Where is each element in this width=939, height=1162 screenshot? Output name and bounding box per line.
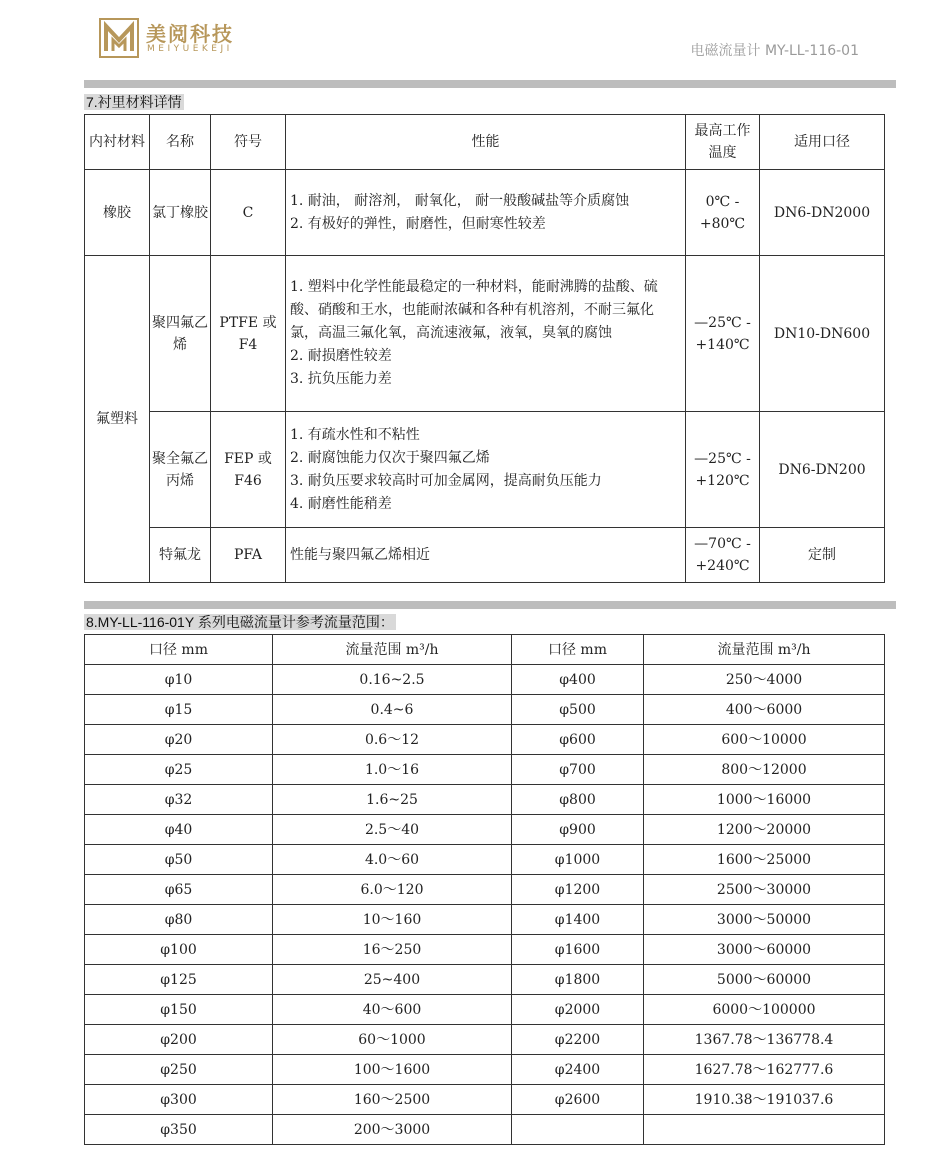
name-cell: 氯丁橡胶 — [150, 170, 211, 256]
performance-cell: 性能与聚四氟乙烯相近 — [286, 528, 686, 583]
flow-range-cell: 0.4~6 — [273, 695, 512, 725]
flow-range-cell: 160～2500 — [273, 1085, 512, 1115]
brand-name-en: MEIYUEKEJI — [147, 44, 233, 54]
col-header-size: 口径 mm — [85, 635, 273, 665]
size-cell: φ600 — [512, 725, 644, 755]
flow-range-cell: 200～3000 — [273, 1115, 512, 1145]
size-cell: φ65 — [85, 875, 273, 905]
brand-logo-icon — [99, 18, 139, 58]
flow-range-cell: 60～1000 — [273, 1025, 512, 1055]
performance-line: 2. 耐腐蚀能力仅次于聚四氟乙烯 — [290, 449, 490, 466]
flow-range-cell: 1.0～16 — [273, 755, 512, 785]
flow-range-cell: 25~400 — [273, 965, 512, 995]
name-cell: 聚四氟乙烯 — [150, 256, 211, 412]
flow-range-cell: 5000～60000 — [644, 965, 885, 995]
size-cell: φ2000 — [512, 995, 644, 1025]
lining-material-table — [84, 114, 885, 583]
col-header-performance: 性能 — [286, 115, 686, 170]
flow-range-cell: 1627.78～162777.6 — [644, 1055, 885, 1085]
table-row — [85, 725, 885, 755]
flow-range-cell: 40～600 — [273, 995, 512, 1025]
size-cell: φ200 — [85, 1025, 273, 1055]
table-row — [85, 905, 885, 935]
size-cell: φ250 — [85, 1055, 273, 1085]
performance-line: 1. 耐油， 耐溶剂， 耐氧化， 耐一般酸碱盐等介质腐蚀 — [290, 192, 630, 209]
table-row — [85, 815, 885, 845]
table-header-row — [85, 635, 885, 665]
size-cell: φ150 — [85, 995, 273, 1025]
performance-line: 1. 有疏水性和不粘性 — [290, 426, 420, 443]
performance-line: 4. 耐磨性能稍差 — [290, 495, 392, 512]
size-cell: 定制 — [760, 528, 885, 583]
col-header-max-temp: 最高工作温度 — [686, 115, 760, 170]
size-cell: φ300 — [85, 1085, 273, 1115]
flow-range-cell: 1600～25000 — [644, 845, 885, 875]
document-title: 电磁流量计 MY-LL-116-01 — [690, 43, 859, 59]
col-header-range: 流量范围 m³/h — [273, 635, 512, 665]
flow-range-cell: 16～250 — [273, 935, 512, 965]
table-row — [85, 995, 885, 1025]
size-cell: φ2200 — [512, 1025, 644, 1055]
flow-range-cell: 1200～20000 — [644, 815, 885, 845]
temp-cell: 0℃ - +80℃ — [686, 170, 760, 256]
size-cell — [512, 1115, 644, 1145]
flow-range-cell: 600～10000 — [644, 725, 885, 755]
flow-range-cell: 4.0～60 — [273, 845, 512, 875]
table-row — [85, 1085, 885, 1115]
flow-range-cell: 1910.38～191037.6 — [644, 1085, 885, 1115]
table-row — [85, 170, 885, 256]
flow-range-cell: 100～1600 — [273, 1055, 512, 1085]
table-row — [85, 1115, 885, 1145]
performance-line: 2. 耐损磨性较差 — [290, 348, 392, 364]
performance-line: 3. 耐负压要求较高时可加金属网，提高耐负压能力 — [290, 472, 602, 489]
table-row — [85, 785, 885, 815]
size-cell: φ500 — [512, 695, 644, 725]
section7-heading — [84, 92, 184, 112]
flow-range-cell: 1.6~25 — [273, 785, 512, 815]
section-divider — [84, 80, 896, 88]
table-row — [85, 1025, 885, 1055]
size-cell: φ800 — [512, 785, 644, 815]
table-row — [85, 755, 885, 785]
size-cell: φ700 — [512, 755, 644, 785]
size-cell: φ80 — [85, 905, 273, 935]
flow-range-cell: 10～160 — [273, 905, 512, 935]
name-cell: 聚全氟乙丙烯 — [150, 412, 211, 528]
size-cell: φ1200 — [512, 875, 644, 905]
size-cell: φ400 — [512, 665, 644, 695]
size-cell: φ15 — [85, 695, 273, 725]
size-cell: φ1000 — [512, 845, 644, 875]
col-header-range: 流量范围 m³/h — [644, 635, 885, 665]
symbol-cell: PTFE 或 F4 — [211, 256, 286, 412]
col-header-name: 名称 — [150, 115, 211, 170]
size-cell: φ32 — [85, 785, 273, 815]
section8-heading-title: 系列电磁流量计参考流量范围： — [197, 614, 394, 630]
col-header-size: 口径 mm — [512, 635, 644, 665]
table-header-row — [85, 115, 885, 170]
table-row — [85, 256, 885, 412]
flow-range-cell: 6000～100000 — [644, 995, 885, 1025]
size-cell: φ2600 — [512, 1085, 644, 1115]
flow-range-cell: 800～12000 — [644, 755, 885, 785]
flow-range-cell — [644, 1115, 885, 1145]
performance-cell — [286, 412, 686, 528]
table-row — [85, 935, 885, 965]
name-cell: 特氟龙 — [150, 528, 211, 583]
flow-range-cell: 2.5～40 — [273, 815, 512, 845]
col-header-material: 内衬材料 — [85, 115, 150, 170]
flow-range-cell: 0.16~2.5 — [273, 665, 512, 695]
flow-range-cell: 3000～60000 — [644, 935, 885, 965]
section7-heading-text: 7.衬里材料详情 — [86, 94, 182, 110]
size-cell: φ100 — [85, 935, 273, 965]
section8-heading-model: 8.MY-LL-116-01Y — [86, 614, 194, 630]
section8-heading — [84, 612, 396, 632]
col-header-size: 适用口径 — [760, 115, 885, 170]
table-row — [85, 875, 885, 905]
size-cell: φ10 — [85, 665, 273, 695]
material-cell: 橡胶 — [85, 170, 150, 256]
size-cell: φ125 — [85, 965, 273, 995]
flow-range-table — [84, 634, 885, 1145]
flow-range-cell: 6.0～120 — [273, 875, 512, 905]
temp-cell: —25℃ - +140℃ — [686, 256, 760, 412]
size-cell: φ40 — [85, 815, 273, 845]
symbol-cell: PFA — [211, 528, 286, 583]
table-row — [85, 1055, 885, 1085]
size-cell: DN6-DN2000 — [760, 170, 885, 256]
performance-line: 3. 抗负压能力差 — [290, 371, 392, 387]
size-cell: φ20 — [85, 725, 273, 755]
table-row — [85, 965, 885, 995]
flow-range-cell: 400～6000 — [644, 695, 885, 725]
flow-range-cell: 250～4000 — [644, 665, 885, 695]
size-cell: φ2400 — [512, 1055, 644, 1085]
section8-heading-text — [84, 614, 396, 630]
size-cell: φ1400 — [512, 905, 644, 935]
flow-range-cell: 0.6～12 — [273, 725, 512, 755]
section-divider — [84, 601, 896, 609]
table-row — [85, 528, 885, 583]
table-row — [85, 665, 885, 695]
table-row — [85, 412, 885, 528]
col-header-symbol: 符号 — [211, 115, 286, 170]
table-row — [85, 695, 885, 725]
flow-range-cell: 2500～30000 — [644, 875, 885, 905]
size-cell: φ50 — [85, 845, 273, 875]
table-row — [85, 845, 885, 875]
size-cell: φ1600 — [512, 935, 644, 965]
flow-range-cell: 1000～16000 — [644, 785, 885, 815]
size-cell: φ25 — [85, 755, 273, 785]
performance-line: 1. 塑料中化学性能最稳定的一种材料，能耐沸腾的盐酸、硫酸、硝酸和王水，也能耐浓碱和各种有机溶剂，不耐三氟化氯，高温三氟化氧，高流速液氟，液氧，臭氧的腐蚀 — [290, 279, 658, 341]
size-cell: φ350 — [85, 1115, 273, 1145]
symbol-cell: C — [211, 170, 286, 256]
flow-range-cell: 1367.78～136778.4 — [644, 1025, 885, 1055]
temp-cell: —70℃ - +240℃ — [686, 528, 760, 583]
size-cell: φ1800 — [512, 965, 644, 995]
size-cell: DN6-DN200 — [760, 412, 885, 528]
size-cell: DN10-DN600 — [760, 256, 885, 412]
size-cell: φ900 — [512, 815, 644, 845]
temp-cell: —25℃ - +120℃ — [686, 412, 760, 528]
performance-line: 2. 有极好的弹性，耐磨性，但耐寒性较差 — [290, 215, 546, 232]
brand-name-cn: 美阅科技 — [146, 22, 234, 46]
symbol-cell: FEP 或 F46 — [211, 412, 286, 528]
performance-cell — [286, 170, 686, 256]
material-cell: 氟塑料 — [85, 256, 150, 583]
performance-cell — [286, 256, 686, 412]
flow-range-cell: 3000～50000 — [644, 905, 885, 935]
